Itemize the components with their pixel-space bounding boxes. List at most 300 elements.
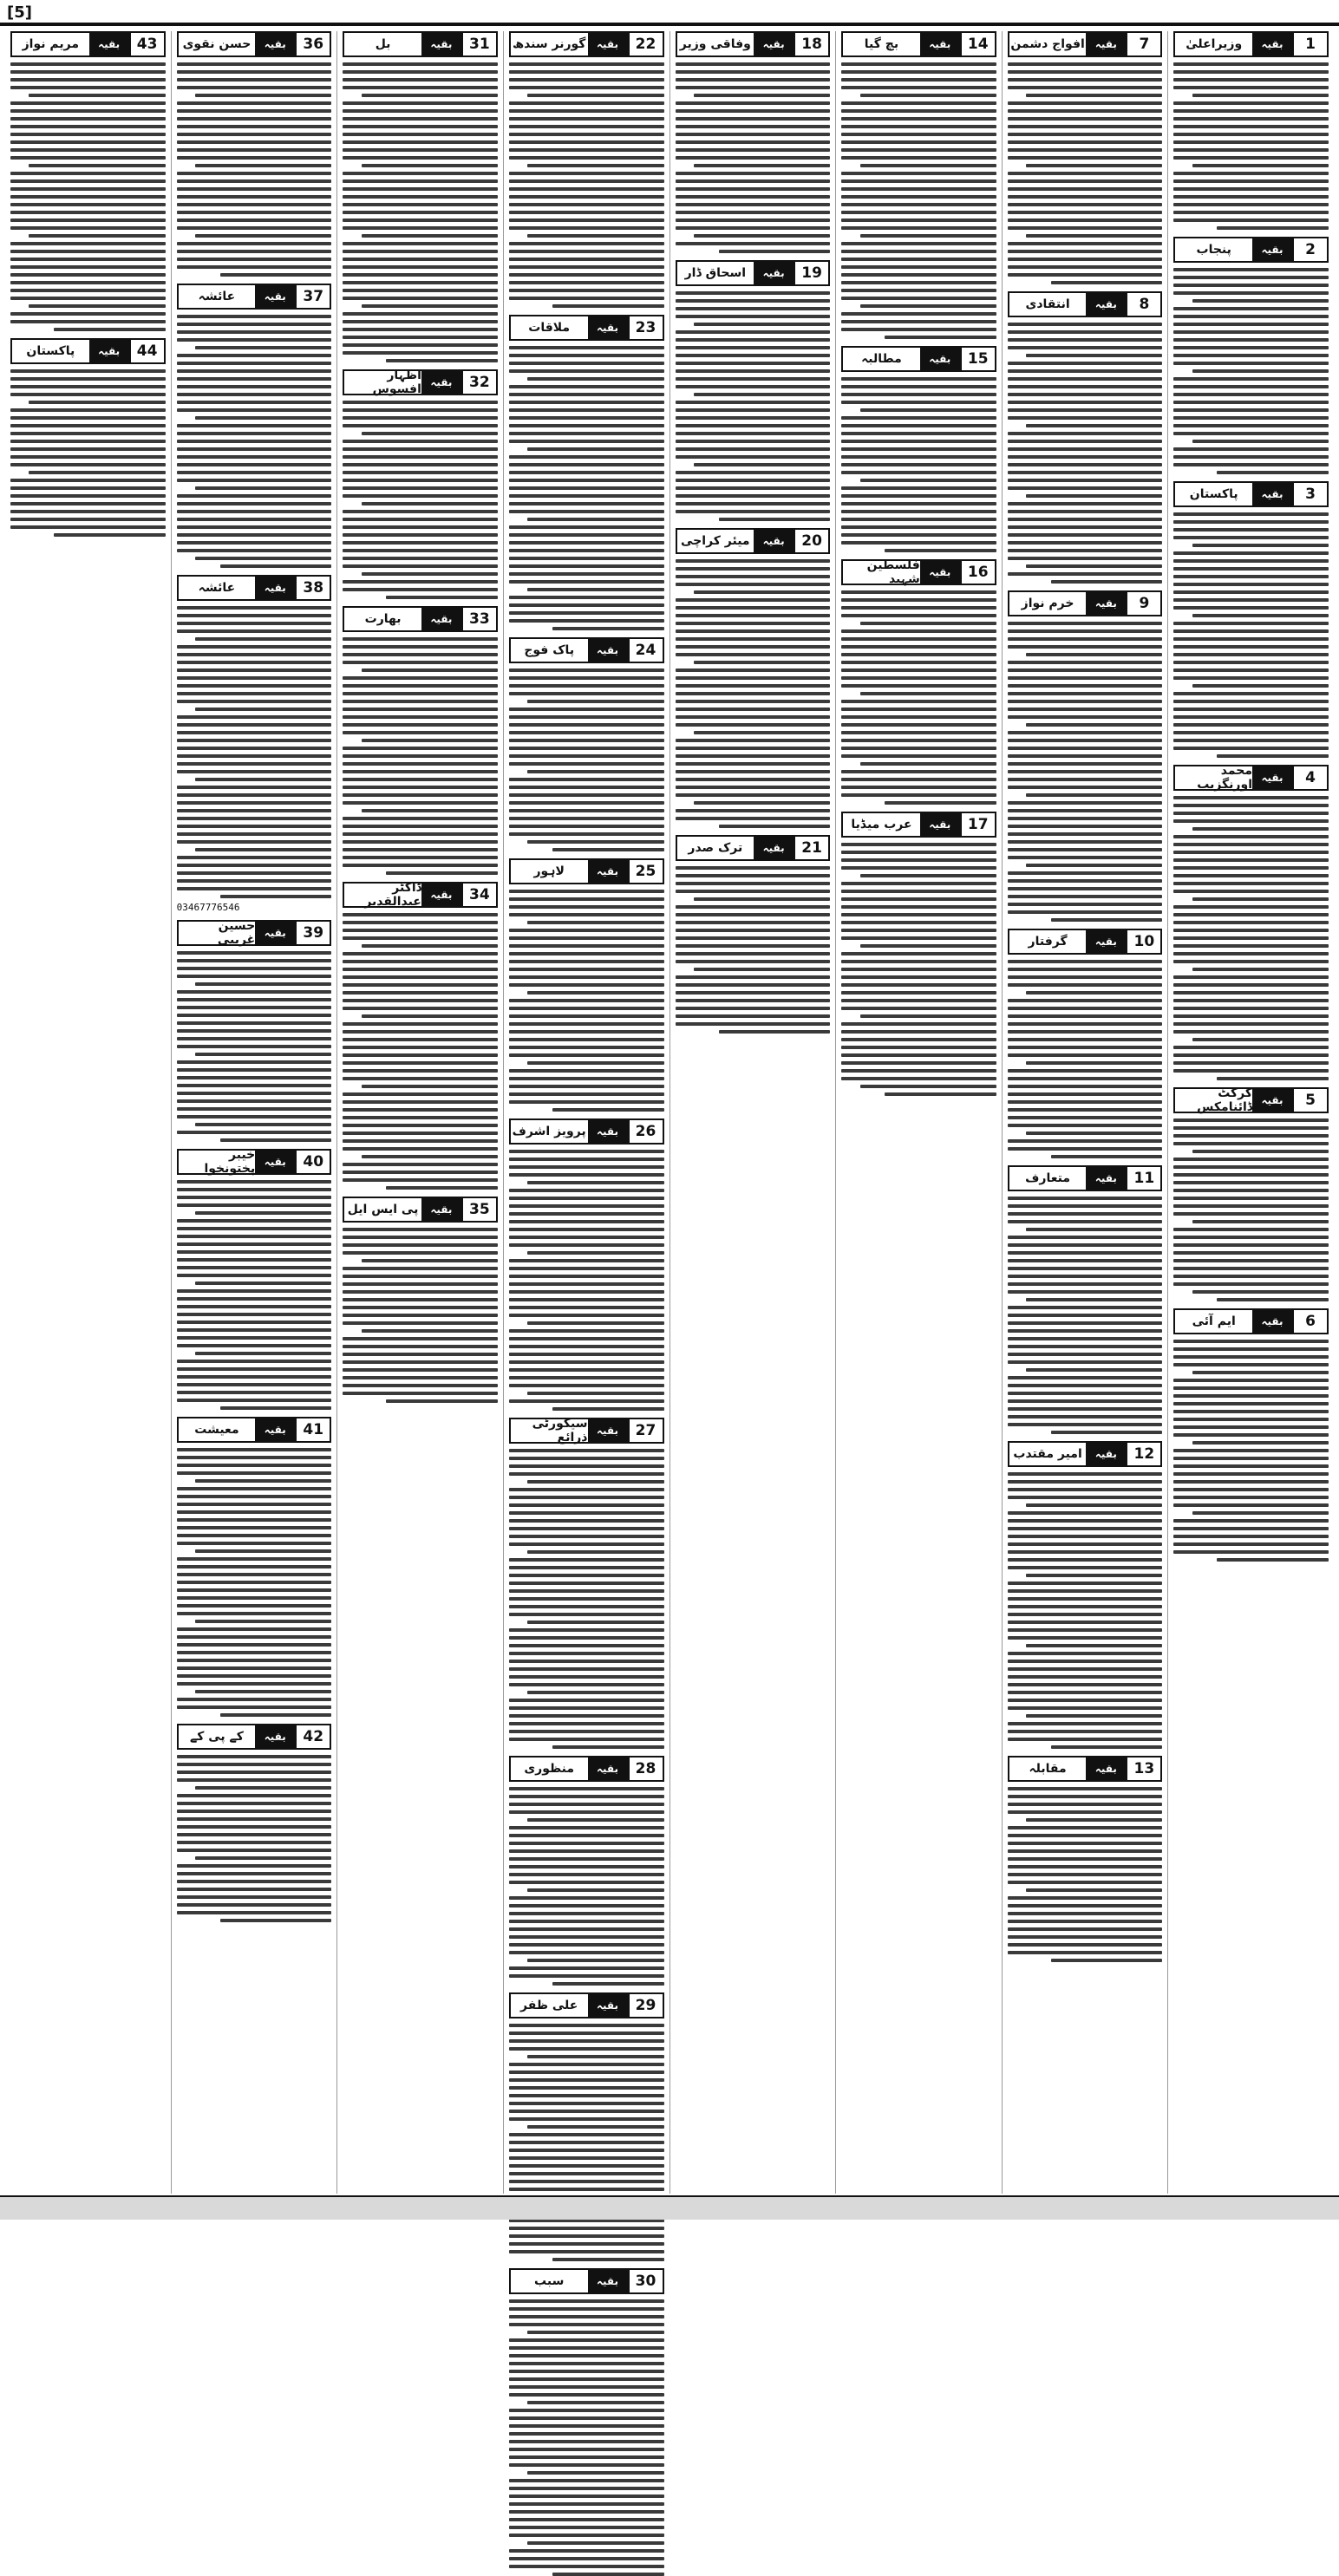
text-line [1173,668,1329,672]
text-line [1173,637,1329,641]
text-line [509,2534,664,2537]
article-text-block [343,636,498,875]
continuation-number: 20 [794,530,828,552]
text-line [10,148,166,152]
text-line [509,2424,664,2428]
text-line [1008,1337,1163,1340]
continuation-tag: بقیہ [89,340,129,362]
text-line [509,2338,664,2342]
continuation-header [509,637,664,663]
text-line [29,401,165,404]
text-line [509,2180,664,2183]
text-line [841,991,996,995]
text-line [509,1535,664,1538]
continuation-tag: بقیہ [255,285,295,308]
text-line [343,281,498,284]
text-line [509,1842,664,1845]
text-line [362,668,498,672]
text-line [177,1565,332,1568]
text-line [1008,1535,1163,1538]
text-line [1173,1433,1329,1437]
text-line [509,2487,664,2490]
text-line [1192,897,1329,901]
text-line [841,968,996,971]
text-line [10,320,166,323]
text-line [509,2494,664,2498]
text-line [509,1046,664,1049]
text-line [1008,1220,1163,1223]
text-line [1008,1730,1163,1733]
continuation-box [10,31,166,331]
text-line [676,874,831,877]
text-line [841,747,996,750]
text-line [1173,1480,1329,1484]
text-line [177,622,332,625]
text-line [220,1919,332,1922]
text-line [509,1464,664,1468]
continuation-tag: بقیہ [754,262,794,284]
text-line [841,858,996,862]
text-line [860,234,996,238]
text-line [1173,905,1329,909]
text-line [10,265,166,269]
continuation-tag: بقیہ [421,608,461,630]
text-line [676,598,831,602]
text-line [509,1966,664,1970]
text-line [676,890,831,893]
text-line [509,1904,664,1908]
continuation-title: مریم نواز [22,37,80,51]
text-line [841,983,996,987]
text-line [1008,895,1163,898]
text-line [841,250,996,253]
text-line [343,401,498,404]
continuation-box [343,31,498,362]
text-line [195,848,331,851]
text-line [1008,1699,1163,1702]
text-line [343,455,498,459]
text-line [343,78,498,82]
text-line [509,1014,664,1018]
text-line [177,1321,332,1324]
text-line [1173,551,1329,555]
text-line [509,809,664,812]
text-line [1026,354,1162,357]
text-line [509,1038,664,1041]
text-line [1008,250,1163,253]
text-line [509,1935,664,1939]
text-line [1008,78,1163,82]
text-line [1008,676,1163,680]
continuation-header [509,315,664,341]
text-line [841,273,996,277]
text-line [509,1360,664,1364]
text-line [10,479,166,482]
text-line [694,968,830,971]
continuation-box [1173,1308,1329,1562]
text-line [1192,1441,1329,1445]
text-line [527,700,663,703]
text-line [1173,1425,1329,1429]
text-line [1173,858,1329,862]
text-line [676,401,831,404]
text-line [676,793,831,797]
text-line [343,991,498,995]
text-line [509,242,664,245]
continuation-number: 11 [1126,1167,1160,1190]
text-line [676,330,831,334]
text-line [1173,890,1329,893]
text-line [1026,864,1162,867]
text-line [343,770,498,773]
text-line [1008,1904,1163,1908]
continuation-header [841,31,996,57]
text-line [509,1022,664,1026]
continuation-number: 21 [794,837,828,859]
text-line [177,70,332,74]
text-line [343,140,498,144]
text-line [1008,637,1163,641]
text-line [841,385,996,388]
text-line [343,218,498,222]
text-line [1192,299,1329,303]
article-text-block [343,61,498,362]
text-line [177,856,332,859]
text-line [676,479,831,482]
text-line [1173,913,1329,916]
text-line [509,913,664,916]
continuation-tag: بقیہ [588,2270,628,2292]
text-line [509,793,664,797]
text-line [343,1251,498,1255]
text-line [1026,1644,1162,1647]
text-line [177,510,332,513]
continuation-box [509,1418,664,1749]
text-line [177,879,332,883]
text-line [509,2354,664,2358]
text-line [509,2156,664,2160]
text-line [1008,1116,1163,1119]
text-line [177,211,332,214]
text-line [177,518,332,521]
text-line [195,486,331,490]
text-line [860,408,996,412]
text-line [860,94,996,97]
text-line [509,70,664,74]
text-line [1008,700,1163,703]
text-line [841,320,996,323]
text-line [509,1236,664,1239]
text-line [343,856,498,859]
text-line [719,518,831,521]
text-line [1173,559,1329,563]
article-text-block [676,61,831,253]
continuation-title: حسین غریبی [217,919,256,947]
text-line [1173,661,1329,664]
text-line [1173,708,1329,711]
text-line [177,1635,332,1639]
text-line [1008,1842,1163,1845]
text-line [177,502,332,505]
text-line [860,164,996,167]
text-line [343,486,498,490]
text-line [10,78,166,82]
continuation-tag: بقیہ [588,1120,628,1143]
continuation-box [177,1724,332,1922]
text-line [509,1912,664,1915]
text-line [860,944,996,948]
continuation-header [1173,765,1329,791]
text-line [841,86,996,89]
text-line [343,864,498,867]
text-line [10,297,166,300]
text-line [1008,1038,1163,1041]
text-line [509,1290,664,1294]
text-line [343,179,498,183]
text-line [885,336,996,339]
text-line [177,369,332,373]
continuation-header [1173,1308,1329,1334]
text-line [509,1173,664,1177]
text-line [676,291,831,295]
text-line [1173,692,1329,695]
text-line [1173,401,1329,404]
text-line [1008,801,1163,805]
text-line [552,848,664,851]
text-line [509,2110,664,2113]
text-line [1173,999,1329,1002]
text-line [343,226,498,230]
text-line [841,297,996,300]
continuation-title: پاکستان [26,344,75,358]
continuation-box [509,315,664,630]
continuation-box [676,31,831,253]
text-line [343,463,498,466]
text-line [509,1574,664,1577]
text-line [509,2094,664,2097]
text-line [841,502,996,505]
text-line [1008,778,1163,781]
text-line [527,164,663,167]
text-line [509,1730,664,1733]
continuation-tag: بقیہ [588,1994,628,2017]
text-line [509,2315,664,2318]
text-line [220,1406,332,1410]
text-line [1173,1212,1329,1216]
text-line [195,1352,331,1355]
text-line [527,1181,663,1184]
text-line [343,203,498,206]
text-line [860,692,996,695]
continuation-box [509,1118,664,1411]
text-line [10,70,166,74]
text-line [1008,179,1163,183]
continuation-number: 2 [1292,238,1327,261]
text-line [527,770,663,773]
continuation-tag: بقیہ [920,813,960,836]
continuation-number: 35 [461,1198,496,1221]
text-line [509,1449,664,1452]
text-line [177,715,332,719]
text-line [177,645,332,649]
text-line [1051,1959,1163,1962]
phone-number: 03467776546 [176,902,240,913]
text-line [676,1014,831,1018]
text-line [1173,424,1329,427]
text-line [509,1857,664,1861]
text-line [509,2479,664,2482]
text-line [1173,528,1329,532]
text-line [1008,848,1163,851]
text-line [1026,1503,1162,1507]
text-line [1051,1155,1163,1158]
text-line [343,479,498,482]
text-line [1008,1046,1163,1049]
text-line [343,975,498,979]
text-line [1008,486,1163,490]
continuation-box [841,346,996,552]
text-line [676,148,831,152]
text-line [386,359,498,362]
continuation-number: 38 [295,577,330,599]
text-line [343,817,498,820]
text-line [676,377,831,381]
text-line [1008,502,1163,505]
text-line [1008,1069,1163,1073]
text-line [1008,708,1163,711]
continuation-title: پاک فوج [524,643,575,657]
text-line [177,1313,332,1316]
text-line [509,385,664,388]
text-line [841,754,996,758]
text-line [1026,234,1162,238]
text-line [509,747,664,750]
text-line [1008,1267,1163,1270]
text-line [1173,346,1329,349]
text-line [509,1699,664,1702]
text-line [509,999,664,1002]
continuation-box [1008,590,1163,922]
text-line [1008,323,1163,326]
text-line [527,1550,663,1554]
text-line [343,172,498,175]
text-line [676,338,831,342]
continuation-tag: بقیہ [421,884,461,906]
text-line [177,959,332,962]
continuation-number: 29 [628,1994,663,2017]
text-line [343,416,498,420]
continuation-tag: بقیہ [1086,33,1126,55]
text-line [1008,1849,1163,1853]
text-line [676,944,831,948]
continuation-number: 37 [295,285,330,308]
text-line [10,502,166,505]
text-line [509,533,664,537]
text-line [177,1344,332,1347]
text-line [509,2502,664,2506]
text-line [177,101,332,105]
text-line [719,250,831,253]
text-line [676,195,831,199]
article-text-block [841,61,996,339]
continuation-number: 16 [960,561,995,584]
article-text-block [1008,620,1163,922]
text-line [1173,835,1329,838]
continuation-box [177,1149,332,1410]
text-line [1008,265,1163,269]
text-line [177,401,332,404]
text-line [676,629,831,633]
continuation-header [1173,1087,1329,1113]
text-line [177,1196,332,1199]
continuation-tag: بقیہ [255,1418,295,1441]
text-line [343,258,498,261]
text-line [343,913,498,916]
article-text-block [509,2022,664,2261]
text-line [1173,1118,1329,1122]
text-line [509,1589,664,1593]
text-line [527,518,663,521]
text-line [1008,1384,1163,1387]
continuation-box [177,575,332,913]
text-line [1008,856,1163,859]
text-line [509,801,664,805]
continuation-title: اظہار افسوس [372,368,421,396]
text-line [841,786,996,789]
text-line [343,242,498,245]
text-line [10,424,166,427]
continuation-box [509,858,664,1112]
continuation-header [509,858,664,884]
continuation-number: 8 [1126,293,1160,316]
text-line [1173,62,1329,66]
text-line [1173,1472,1329,1476]
continuation-number: 22 [628,33,663,55]
text-line [177,479,332,482]
text-line [177,1084,332,1087]
text-line [509,1628,664,1632]
text-line [177,1289,332,1293]
text-line [509,2518,664,2521]
text-line [1008,747,1163,750]
text-line [1008,549,1163,552]
text-line [177,1864,332,1868]
text-line [177,1825,332,1829]
text-line [177,1763,332,1766]
text-line [386,1399,498,1403]
text-line [1008,393,1163,396]
text-line [1173,1340,1329,1343]
text-line [1008,86,1163,89]
text-line [841,637,996,641]
text-line [177,825,332,828]
text-line [841,424,996,427]
continuation-title: پرویز اشرف [512,1125,586,1138]
text-line [509,905,664,909]
text-line [10,312,166,316]
text-line [676,510,831,513]
text-line [552,2258,664,2261]
text-line [509,1457,664,1460]
continuation-number: 33 [461,608,496,630]
text-line [1173,1126,1329,1130]
text-line [343,320,498,323]
text-line [676,684,831,688]
text-line [676,416,831,420]
text-line [841,1022,996,1026]
text-line [29,234,165,238]
continuation-tag: بقیہ [1252,33,1292,55]
